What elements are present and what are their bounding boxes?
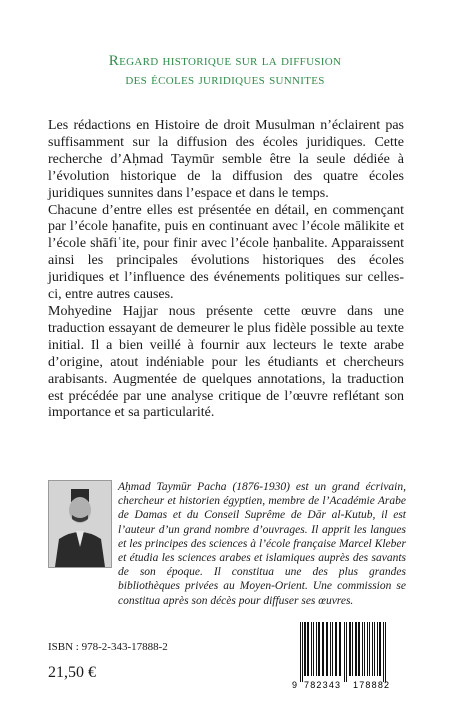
barcode-left-group: 782343	[304, 680, 342, 690]
barcode-bar	[344, 622, 345, 682]
title-line-1: Regard historique sur la diffusion	[108, 53, 342, 69]
barcode-bar	[362, 622, 363, 676]
barcode-bar	[326, 622, 328, 676]
barcode-bar	[369, 622, 370, 676]
barcode-right-group: 178882	[353, 680, 391, 690]
barcode-bar	[346, 622, 347, 682]
barcode-bar	[313, 622, 314, 676]
author-portrait	[48, 480, 112, 568]
isbn-label: ISBN : 978-2-343-17888-2	[48, 641, 168, 653]
barcode-bar	[374, 622, 375, 676]
barcode-bar	[322, 622, 324, 676]
barcode-bar	[307, 622, 309, 676]
barcode-bar	[372, 622, 373, 676]
title-line-2: des écoles juridiques sunnites	[125, 72, 325, 88]
book-summary	[48, 118, 404, 422]
barcode-bar	[318, 622, 320, 676]
barcode-bar	[352, 622, 353, 676]
barcode-bar	[302, 622, 303, 682]
barcode-bars	[300, 622, 386, 682]
barcode-bar	[367, 622, 368, 676]
price-label: 21,50 €	[48, 664, 96, 681]
back-cover-title	[0, 52, 450, 90]
portrait-figure-icon	[49, 481, 111, 567]
summary-paragraph-3: Mohyedine Hajjar nous présente cette œuvre dans une traduction essayant de demeurer le plus fidèle possible au texte initial. Il a bien veillé à fournir aux lecteurs le texte arabe d’origine, atout indéniable pour les étudiants et chercheurs arabisants. Augmentée de quelques annotations, la traduction est précédée par une analyse critique de l’œuvre reflétant son importance et sa particularité.	[48, 303, 404, 421]
barcode-bar	[339, 622, 341, 676]
barcode-bar	[332, 622, 333, 676]
author-biography-text: Aḥmad Taymūr Pacha (1876-1930) est un grand écrivain, chercheur et historien égyptien, membre de l’Académie Arabe de Damas et du Conseil Suprême de Dār al-Kutub, il est l’auteur d’un grand nombre d’ouvrages. Il apprit les langues et les principes des sciences à l’école française Marcel Kleber et étudia les sciences arabes et islamiques auprès des savants de son époque. Il constitua une des plus grandes bibliothèques privées au Moyen-Orient. Une commission se constitua après son décès pour diffuser ses œuvres.	[118, 481, 406, 607]
summary-paragraph-2: Chacune d’entre elles est présentée en détail, en commençant par l’école ḥanafite, puis en continuant avec l’école mālikite et l’école shāfiʿite, pour finir avec l’école ḥanbalite. Apparaissent ainsi les principales évolutions historiques des écoles juridiques et l’influence des événements politiques sur celles-ci, entre autres causes.	[48, 202, 404, 303]
barcode-bar	[311, 622, 312, 676]
summary-paragraph-1: Les rédactions en Histoire de droit Musulman n’éclairent pas suffisamment sur la diffusion des écoles juridiques. Cette recherche d’Aḥmad Taymūr semble être la seule dédiée à l’évolution historique de la diffusion des quatre écoles juridiques sunnites dans l’espace et dans le temps.	[48, 118, 404, 201]
ean-barcode	[290, 620, 406, 690]
barcode-bar	[335, 622, 337, 676]
barcode-bar	[300, 622, 301, 682]
barcode-bar	[316, 622, 317, 676]
barcode-bar	[379, 622, 381, 676]
barcode-bar	[383, 622, 384, 682]
barcode-bar	[355, 622, 357, 676]
barcode-bar	[349, 622, 351, 676]
barcode-bar	[358, 622, 360, 676]
barcode-bar	[385, 622, 386, 682]
barcode-bar	[364, 622, 365, 676]
barcode-bar	[330, 622, 331, 676]
barcode-first-digit: 9	[292, 680, 298, 690]
barcode-bar	[377, 622, 378, 676]
author-biography	[118, 480, 406, 608]
barcode-bar	[304, 622, 306, 676]
